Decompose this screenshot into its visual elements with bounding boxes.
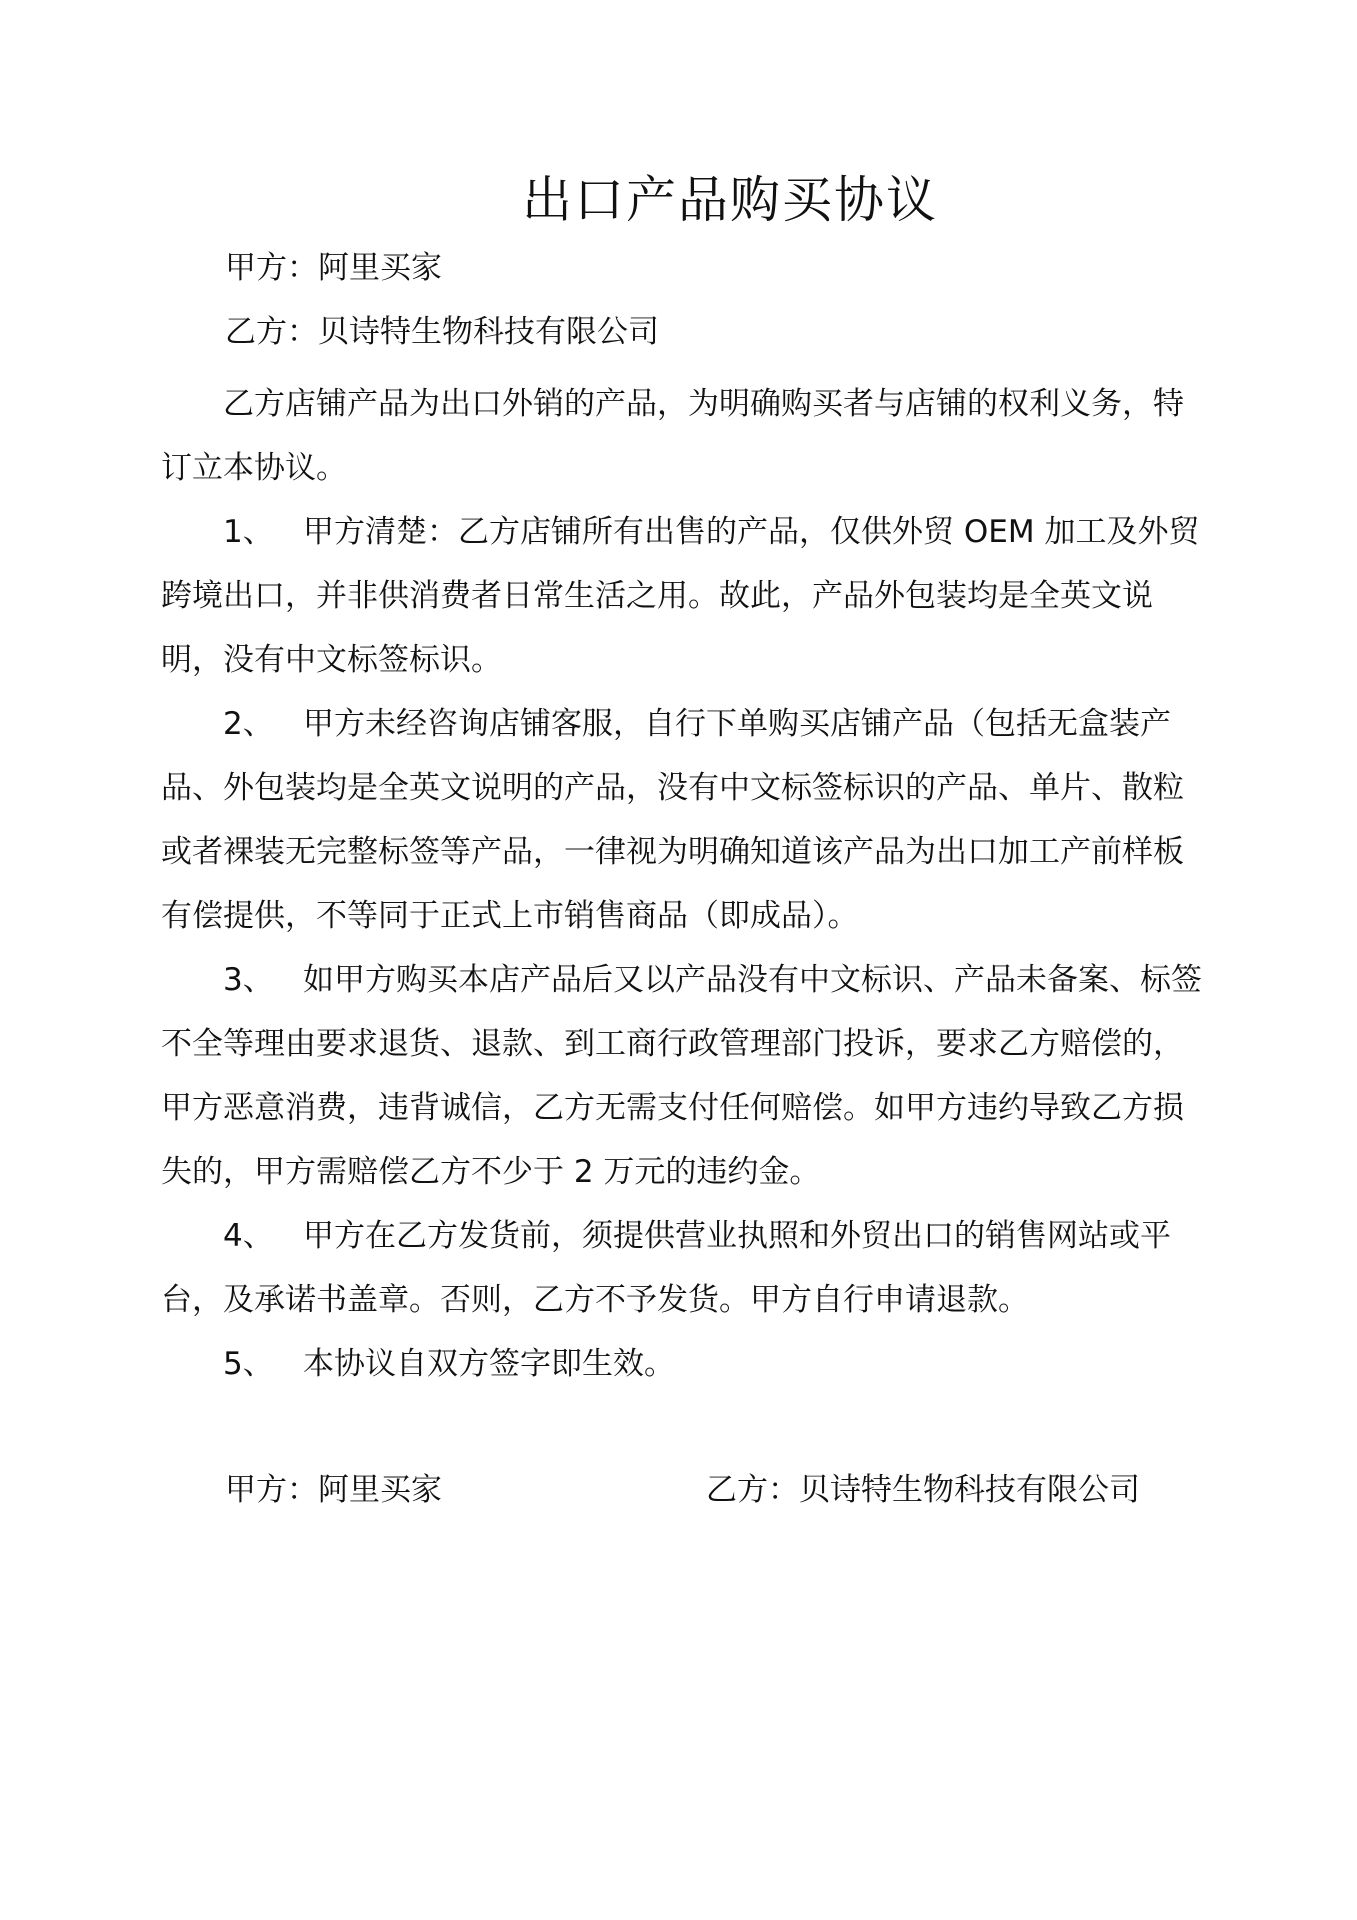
clause-text: 本协议自双方签字即生效。 [303,1346,675,1382]
document-title: 出口产品购买协议 [522,171,938,229]
party-b-line: 乙方：贝诗特生物科技有限公司 [225,314,659,350]
clause-number: 2、 [223,706,274,742]
clause-1 [161,500,1211,692]
clause-4 [161,1204,1211,1332]
clause-number: 1、 [223,514,274,550]
agreement-body [161,372,1211,1396]
clause-3 [161,948,1211,1204]
clause-number: 4、 [223,1218,274,1254]
intro-paragraph: 乙方店铺产品为出口外销的产品，为明确购买者与店铺的权利义务，特订立本协议。 [161,386,1184,486]
clause-text: 甲方未经咨询店铺客服，自行下单购买店铺产品（包括无盒装产品、外包装均是全英文说明的产品，没有中文标签标识的产品、单片、散粒或者裸装无完整标签等产品，一律视为明确知道该产品为出口加工产前样板有偿提供，不等同于正式上市销售商品（即成品）。 [161,706,1184,934]
clause-text: 甲方清楚：乙方店铺所有出售的产品，仅供外贸 OEM 加工及外贸跨境出口，并非供消费者日常生活之用。故此，产品外包装均是全英文说明，没有中文标签标识。 [161,514,1200,678]
clause-text: 如甲方购买本店产品后又以产品没有中文标识、产品未备案、标签不全等理由要求退货、退款、到工商行政管理部门投诉，要求乙方赔偿的，甲方恶意消费，违背诚信，乙方无需支付任何赔偿。如甲方违约导致乙方损失的，甲方需赔偿乙方不少于 2 万元的违约金。 [161,962,1202,1190]
clause-5 [161,1332,1211,1396]
clause-number: 3、 [223,962,274,998]
clause-text: 甲方在乙方发货前，须提供营业执照和外贸出口的销售网站或平台，及承诺书盖章。否则，乙方不予发货。甲方自行申请退款。 [161,1218,1171,1318]
signature-row [225,1470,1225,1520]
signature-party-a: 甲方：阿里买家 [225,1472,442,1508]
party-a-line: 甲方：阿里买家 [225,250,442,286]
clause-2 [161,692,1211,948]
clause-number: 5、 [223,1346,274,1382]
signature-party-b: 乙方：贝诗特生物科技有限公司 [706,1472,1140,1508]
